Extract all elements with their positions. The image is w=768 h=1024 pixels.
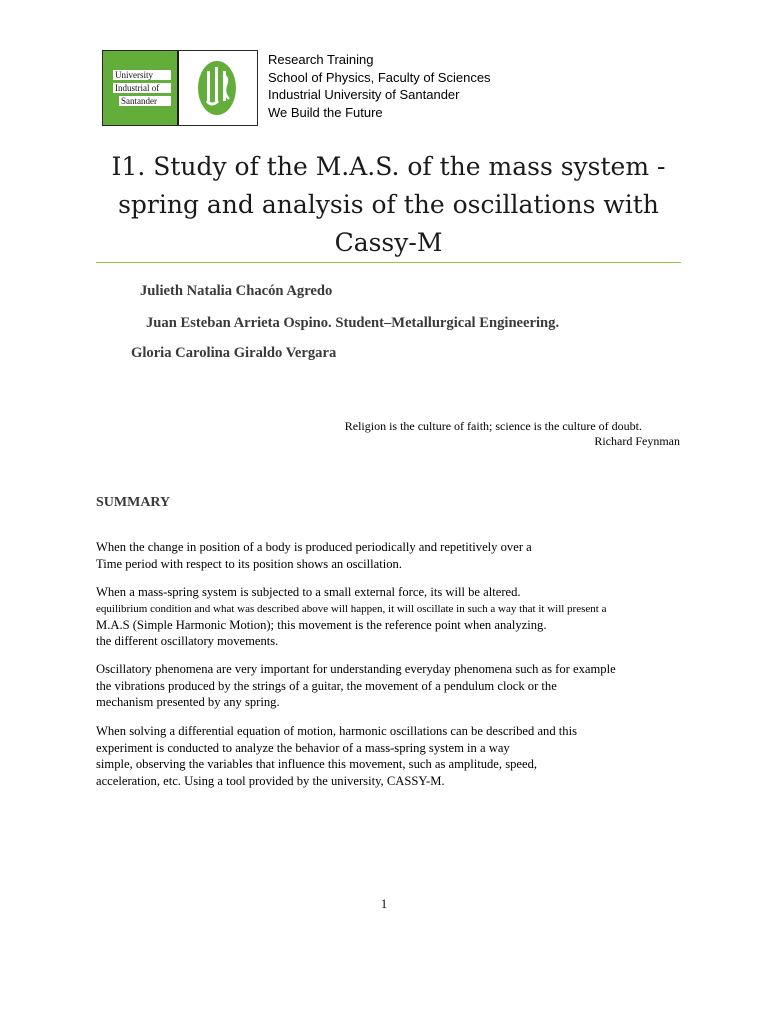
summary-heading: SUMMARY [96,495,171,510]
summary-paragraph-4 [96,723,676,789]
institution-header [268,51,491,122]
university-logo [102,50,258,126]
title-divider [96,262,681,263]
summary-paragraph-3 [96,661,676,711]
header-line-2: School of Physics, Faculty of Sciences [268,69,491,85]
header-line-1: Research Training [268,52,374,67]
title-line-1: I1. Study of the M.A.S. of the mass system - [111,152,666,181]
summary-paragraph-1 [96,539,676,572]
paragraph-line: Oscillatory phenomena are very important for understanding everyday phenomena such as for example [96,662,616,676]
paragraph-line: When solving a differential equation of motion, harmonic oscillations can be described and this [96,724,577,738]
epigraph-text: Religion is the culture of faith; science is the culture of doubt. [344,419,642,433]
epigraph-attribution: Richard Feynman [594,434,680,448]
logo-line-3: Santander [119,96,171,106]
title-line-2: spring and analysis of the oscillations with [118,190,659,219]
paragraph-line: mechanism presented by any spring. [96,695,280,709]
paragraph-line: the vibrations produced by the strings of a guitar, the movement of a pendulum clock or the [96,678,557,693]
paragraph-line: experiment is conducted to analyze the behavior of a mass-spring system in a way [96,740,510,755]
header-line-3: Industrial University of Santander [268,87,460,103]
logo-line-2: Industrial of [113,83,171,93]
uis-monogram [179,51,257,125]
paragraph-line: acceleration, etc. Using a tool provided by the university, CASSY-M. [96,773,445,788]
author-3: Gloria Carolina Giraldo Vergara [131,345,337,361]
paragraph-line: When a mass-spring system is subjected to a small external force, its will be altered. [96,585,521,599]
page-number: 1 [380,896,388,911]
title-line-3: Cassy-M [334,228,443,257]
author-1: Julieth Natalia Chacón Agredo [140,283,333,299]
author-2: Juan Esteban Arrieta Ospino. Student–Metallurgical Engineering. [146,315,560,331]
summary-paragraph-2 [96,584,676,650]
paper-title [96,148,681,262]
paragraph-line: the different oscillatory movements. [96,634,279,648]
paragraph-line: When the change in position of a body is produced periodically and repetitively over a [96,540,532,554]
logo-text-panel [103,51,179,125]
uis-monogram-icon [179,51,256,125]
paragraph-line: simple, observing the variables that influence this movement, such as amplitude, speed, [96,757,538,771]
header-line-4: We Build the Future [268,105,383,121]
paragraph-line: M.A.S (Simple Harmonic Motion); this movement is the reference point when analyzing. [96,617,547,632]
paragraph-line: Time period with respect to its position shows an oscillation. [96,556,402,571]
logo-line-1: University [113,70,171,80]
paragraph-line: equilibrium condition and what was described above will happen, it will oscillate in such a way that it will present a [96,602,607,615]
epigraph [344,419,680,449]
